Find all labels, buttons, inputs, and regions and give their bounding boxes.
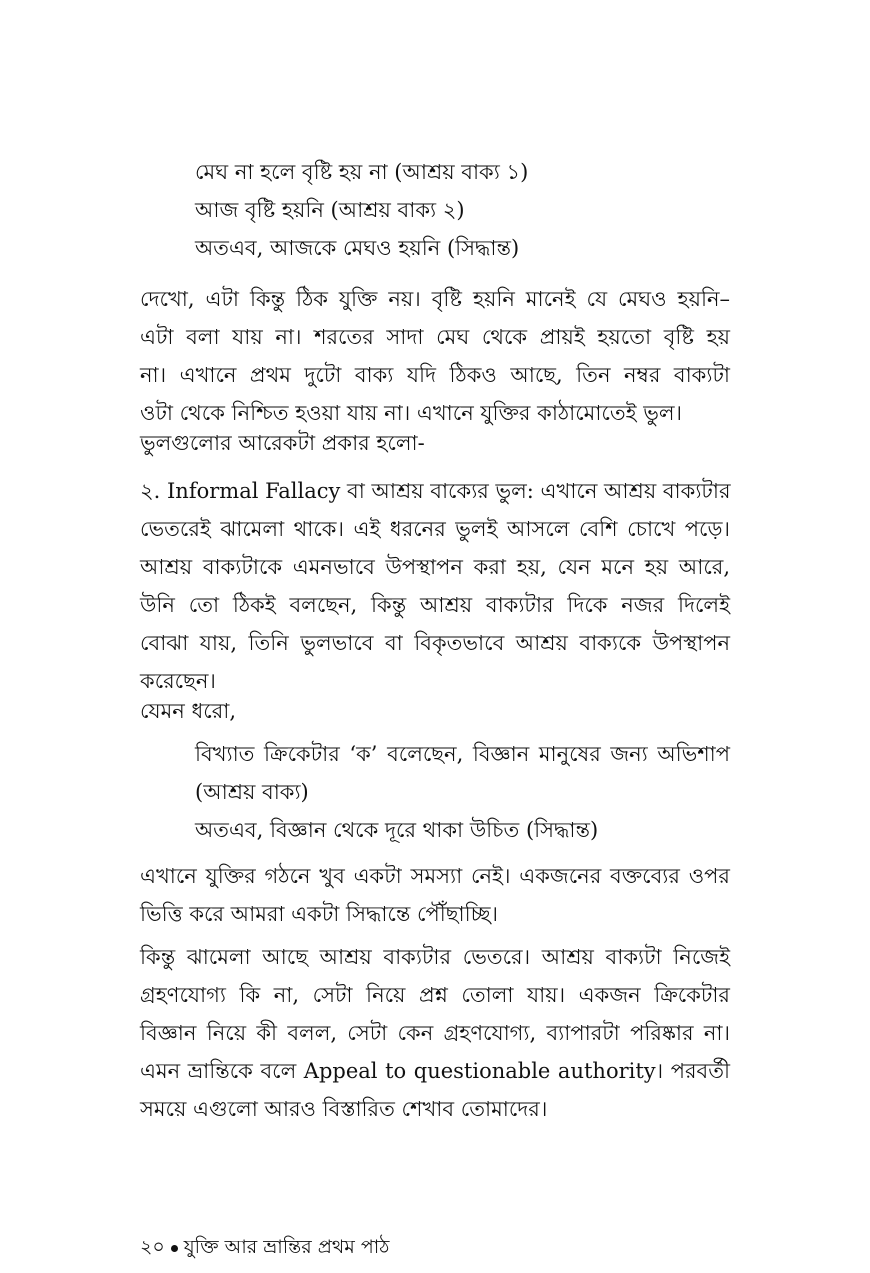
page-number: ২০ xyxy=(140,1236,165,1258)
text-line: ওটা থেকে নিশ্চিত হওয়া যায় না। এখানে যুক্তির কাঠামোতেই ভুল। xyxy=(140,401,683,425)
paragraph-structure-ok xyxy=(140,857,730,933)
premise-2: আজ বৃষ্টি হয়নি (আশ্রয় বাক্য ২) xyxy=(195,198,465,222)
text-line: ভেতরেই ঝামেলা থাকে। এই ধরনের ভুলই আসলে বেশি চোখে পড়ে। xyxy=(140,517,730,541)
text-line: ভুলগুলোর আরেকটা প্রকার হলো- xyxy=(140,431,425,455)
text-line: ভিত্তি করে আমরা একটা সিদ্ধান্তে পৌঁছাচ্ছি। xyxy=(140,902,499,926)
text-line: এমন ভ্রান্তিকে বলে Appeal to questionable authority। পরবর্তী xyxy=(140,1059,730,1083)
text-line: উনি তো ঠিকই বলছেন, কিন্তু আশ্রয় বাক্যটার দিকে নজর দিলেই xyxy=(140,593,730,617)
text-line: যেমন ধরো, xyxy=(140,699,237,723)
text-line: এখানে যুক্তির গঠনে খুব একটা সমস্যা নেই। একজনের বক্তব্যের ওপর xyxy=(140,864,730,888)
text-line: দেখো, এটা কিন্তু ঠিক যুক্তি নয়। বৃষ্টি হয়নি মানেই যে মেঘও হয়নি– xyxy=(140,287,730,311)
example-syllogism-1 xyxy=(195,153,730,267)
text-line: কিন্তু ঝামেলা আছে আশ্রয় বাক্যটার ভেতরে। আশ্রয় বাক্যটা নিজেই xyxy=(140,945,730,969)
conclusion: অতএব, আজকে মেঘও হয়নি (সিদ্ধান্ত) xyxy=(195,236,520,260)
text-line: ২. Informal Fallacy বা আশ্রয় বাক্যের ভুল: এখানে আশ্রয় বাক্যটার xyxy=(140,479,731,503)
paragraph-example-intro xyxy=(140,692,730,730)
premise-1: মেঘ না হলে বৃষ্টি হয় না (আশ্রয় বাক্য ১) xyxy=(195,160,529,184)
paragraph-questionable-authority xyxy=(140,938,730,1128)
conclusion: অতএব, বিজ্ঞান থেকে দূরে থাকা উচিত (সিদ্ধান্ত) xyxy=(195,818,599,842)
text-line: এটা বলা যায় না। শরতের সাদা মেঘ থেকে প্রায়ই হয়তো বৃষ্টি হয় xyxy=(140,325,730,349)
book-title: যুক্তি আর ভ্রান্তির প্রথম পাঠ xyxy=(183,1236,390,1258)
bullet-separator xyxy=(171,1245,178,1252)
paragraph-fallacy-types-intro xyxy=(140,424,730,462)
text-line: করেছেন। xyxy=(140,669,216,693)
paragraph-informal-fallacy xyxy=(140,472,730,700)
text-line: বোঝা যায়, তিনি ভুলভাবে বা বিকৃতভাবে আশ্রয় বাক্যকে উপস্থাপন xyxy=(140,631,730,655)
paragraph-formal-fallacy-explanation xyxy=(140,280,730,432)
text-line: না। এখানে প্রথম দুটো বাক্য যদি ঠিকও আছে, তিন নম্বর বাক্যটা xyxy=(140,363,730,387)
text-line: বিজ্ঞান নিয়ে কী বলল, সেটা কেন গ্রহণযোগ্য, ব্যাপারটা পরিষ্কার না। xyxy=(140,1021,730,1045)
text-line: আশ্রয় বাক্যটাকে এমনভাবে উপস্থাপন করা হয়, যেন মনে হয় আরে, xyxy=(140,555,730,579)
premise: বিখ্যাত ক্রিকেটার ‘ক’ বলেছেন, বিজ্ঞান মানুষের জন্য অভিশাপ xyxy=(195,742,730,766)
premise-label: (আশ্রয় বাক্য) xyxy=(195,780,309,804)
text-line: গ্রহণযোগ্য কি না, সেটা নিয়ে প্রশ্ন তোলা যায়। একজন ক্রিকেটার xyxy=(140,983,730,1007)
page-footer xyxy=(140,1232,389,1262)
example-syllogism-2 xyxy=(195,735,730,849)
text-line: সময়ে এগুলো আরও বিস্তারিত শেখাব তোমাদের। xyxy=(140,1097,548,1121)
